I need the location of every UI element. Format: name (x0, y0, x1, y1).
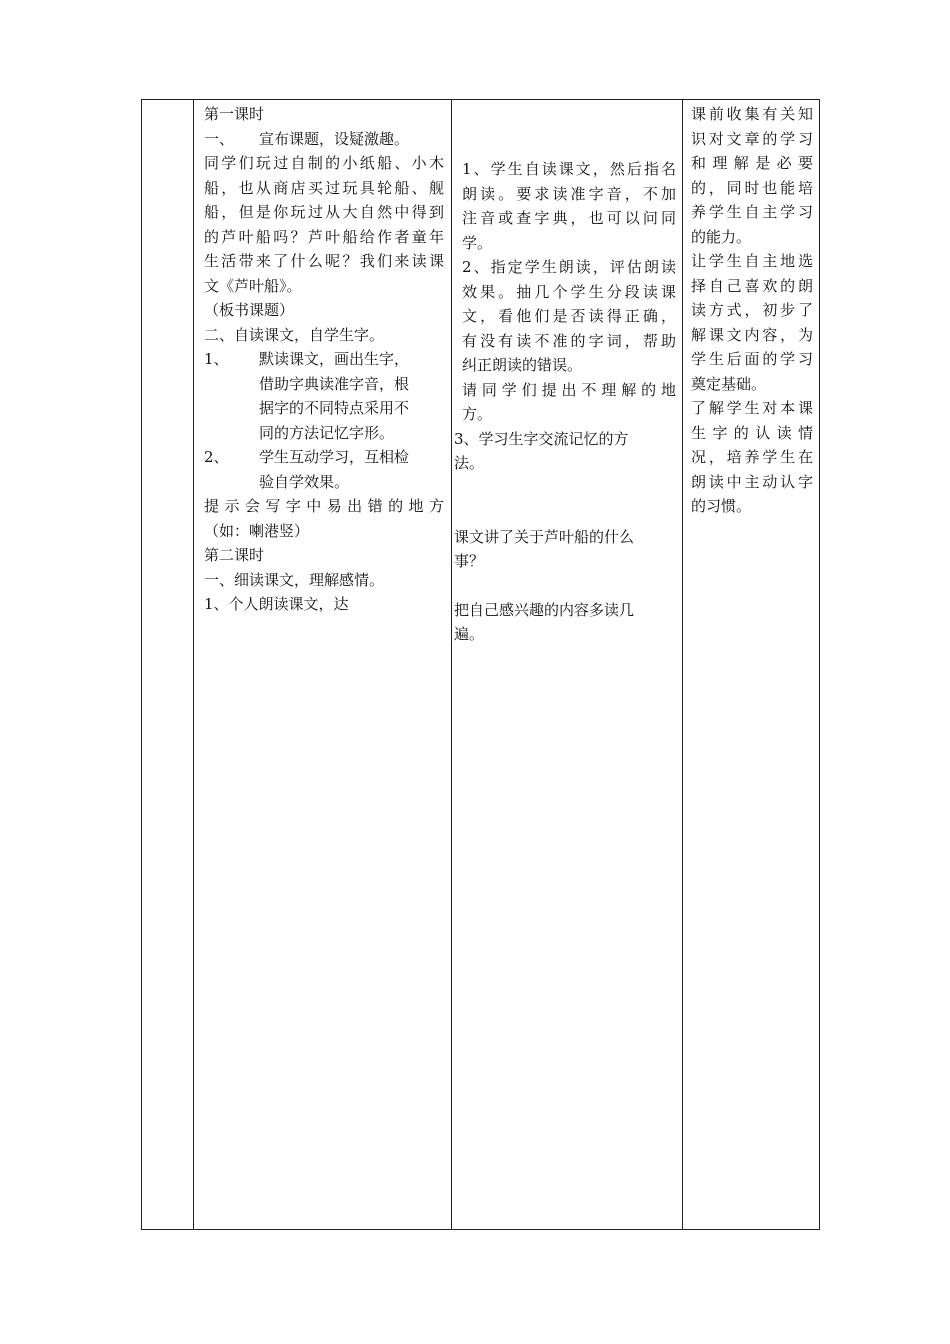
activity-questions: 请同学们提出不理解的地 方。 (462, 380, 676, 423)
column-divider (682, 100, 683, 1229)
item-2: 2、 学生互动学习，互相检 验自学效果。 (204, 448, 410, 491)
step-1-heading: 一、 宣布课题，设疑激趣。 (204, 129, 410, 148)
step-2-heading: 二、自读课文，自学生字。 (204, 325, 385, 344)
activity-question-story: 课文讲了关于芦叶船的什么 事？ (454, 527, 635, 570)
intent-3: 了解学生对本课 生字的认读情 况，培养学生在 朗读中主动认字 的习惯。 (691, 399, 813, 515)
activity-reread: 把自己感兴趣的内容多读几 遍。 (454, 600, 635, 643)
intro-paragraph: 同学们玩过自制的小纸船、小木 船，也从商店买过玩具轮船、舰 船，但是你玩过从大自然中得到 的芦叶船吗？芦叶船给作者童年 生活带来了什么呢？我们来读课 文《芦叶船》。 (204, 154, 444, 295)
intent-1: 课前收集有关知 识对文章的学习 和理解是必要 的，同时也能培 养学生自主学习 的能力。 (691, 105, 813, 246)
activity-1: 1、学生自读课文，然后指名 朗读。要求读准字音，不加 注音或查字典，也可以问同 学。 (462, 160, 676, 252)
hint-line: 提示会写字中易出错的地方 (204, 497, 444, 515)
board-note: （板书课题） (204, 301, 295, 319)
teacher-activity-column (204, 102, 444, 617)
intent-2: 让学生自主地选 择自己喜欢的朗 读方式，初步了 解课文内容，为 学生后面的学习 奠定基础。 (691, 252, 813, 393)
lesson-2-title: 第二课时 (204, 546, 265, 564)
activity-2: 2、指定学生朗读，评估朗读 效果。抽几个学生分段读课 文，看他们是否读得正确， 有没有读不准的字词，帮助 纠正朗读的错误。 (462, 258, 676, 374)
lesson-plan-table (141, 99, 820, 1230)
lesson-1-title: 第一课时 (204, 105, 265, 123)
design-intent-column (691, 102, 813, 519)
hint-example: （如：喇港竖） (204, 521, 310, 540)
student-activity-column (454, 157, 676, 647)
step-3-item-1: 1、个人朗读课文，达 (204, 595, 349, 613)
column-divider (193, 100, 194, 1229)
activity-3: 3、学习生字交流记忆的方 法。 (454, 429, 629, 472)
step-3-heading: 一、细读课文，理解感情。 (204, 570, 385, 589)
column-divider (451, 100, 452, 1229)
item-1: 1、 默读课文，画出生字， 借助字典读准字音，根 据字的不同特点采用不 同的方法记忆字形。 (204, 350, 410, 442)
